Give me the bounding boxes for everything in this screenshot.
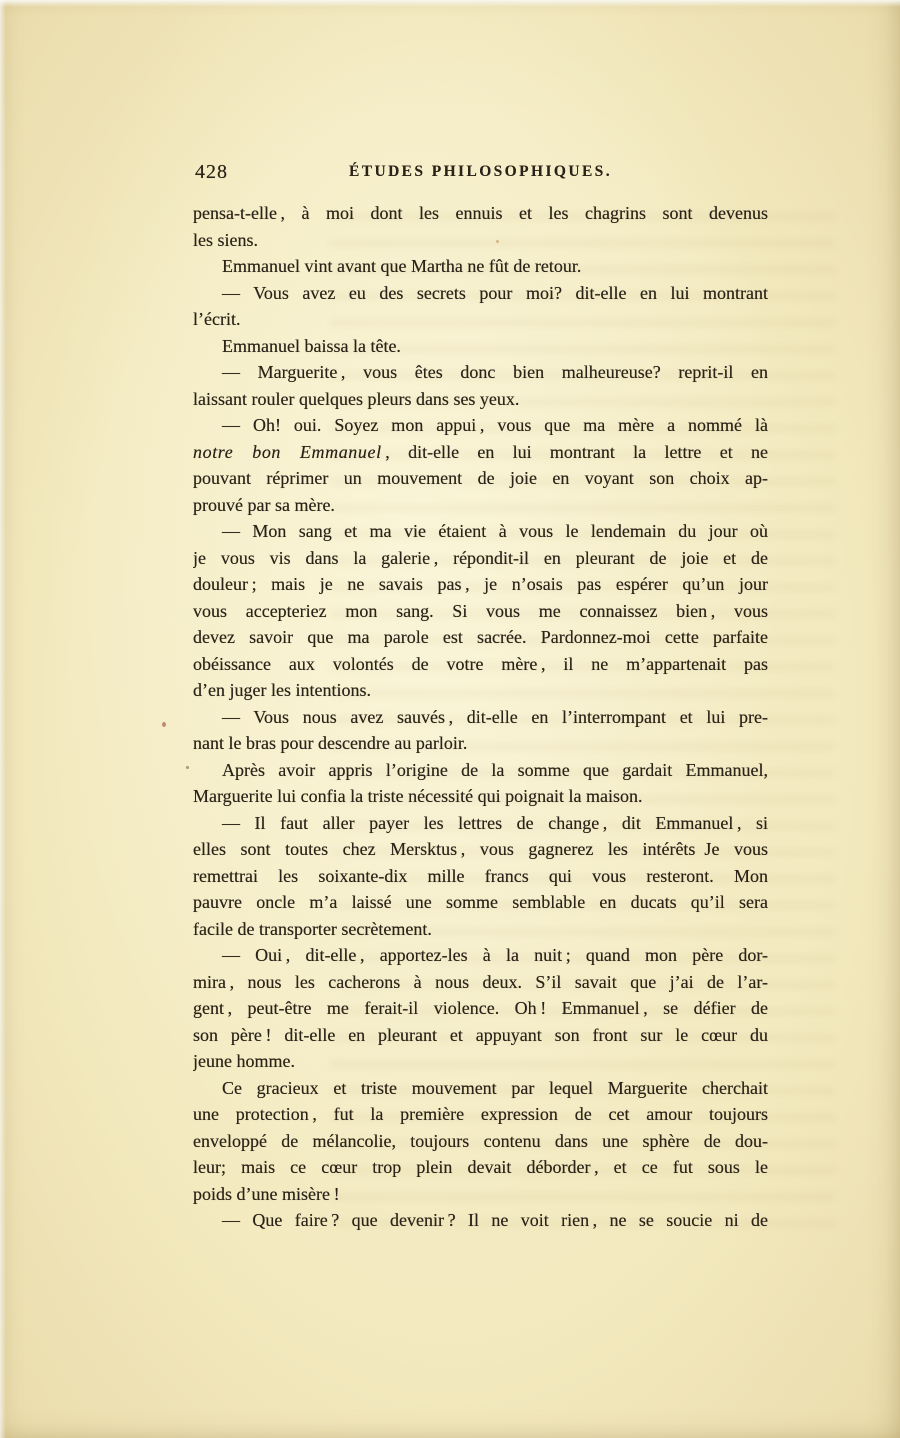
text-line	[193, 704, 768, 731]
line-text: je vous vis dans la galerie , répondit-il en pleurant de joie et de	[193, 547, 768, 568]
text-line	[193, 386, 768, 413]
line-text: — Que faire ? que devenir ? Il ne voit rien , ne se soucie ni de	[222, 1210, 768, 1230]
line-text: Emmanuel vint avant que Martha ne fût de retour.	[222, 256, 582, 276]
text-line	[193, 730, 768, 757]
line-text: poids d’une misère !	[193, 1183, 340, 1204]
text-line	[193, 359, 768, 386]
line-text: les siens.	[193, 229, 258, 250]
line-text: Ce gracieux et triste mouvement par lequel Marguerite cherchait	[222, 1077, 768, 1098]
text-line	[193, 1128, 768, 1155]
text-line	[193, 1101, 768, 1128]
text-line	[193, 412, 768, 439]
line-text: son père ! dit-elle en pleurant et appuyant son front sur le cœur du	[193, 1024, 768, 1045]
text-line	[193, 1207, 768, 1234]
text-line	[193, 836, 768, 863]
line-text: Après avoir appris l’origine de la somme que gardait Emmanuel,	[222, 759, 768, 780]
text-line	[193, 306, 768, 333]
text-line	[193, 995, 768, 1022]
line-text: Emmanuel baissa la tête.	[222, 335, 401, 356]
text-line	[193, 624, 768, 651]
line-text: pauvre oncle m’a laissé une somme semblable en ducats qu’il sera	[193, 892, 768, 912]
line-text: l’écrit.	[193, 309, 241, 329]
line-text: jeune homme.	[193, 1051, 295, 1071]
text-line	[193, 677, 768, 704]
line-text: remettrai les soixante-dix mille francs qui vous resteront. Mon	[193, 865, 768, 886]
text-line	[193, 571, 768, 598]
line-text: — Vous avez eu des secrets pour moi? dit-elle en lui montrant	[222, 282, 768, 303]
line-text: Marguerite lui confia la triste nécessité qui poignait la maison.	[193, 786, 643, 806]
line-text: mira , nous les cacherons à nous deux. S’il savait que j’ai de l’ar-	[193, 971, 768, 992]
text-line	[193, 253, 768, 280]
text-line	[193, 651, 768, 678]
line-text: d’en juger les intentions.	[193, 680, 371, 700]
line-text: enveloppé de mélancolie, toujours contenu dans une sphère de dou-	[193, 1130, 768, 1151]
page-number: 428	[195, 161, 228, 183]
running-title: ÉTUDES PHILOSOPHIQUES.	[349, 163, 612, 180]
italic-phrase: notre bon Emmanuel	[193, 441, 382, 462]
text-line	[193, 783, 768, 810]
text-line	[193, 969, 768, 996]
line-text: — Oui , dit-elle , apportez-les à la nuit ; quand mon père dor-	[222, 945, 768, 965]
line-text: — Marguerite , vous êtes donc bien malheureuse? reprit-il en	[222, 362, 768, 382]
text-line	[193, 942, 768, 969]
line-text: facile de transporter secrètement.	[193, 918, 432, 939]
text-line	[193, 1048, 768, 1075]
line-text: — Vous nous avez sauvés , dit-elle en l’interrompant et lui pre-	[222, 706, 768, 727]
text-line	[193, 465, 768, 492]
text-line	[193, 757, 768, 784]
line-text: une protection , fut la première expression de cet amour toujours	[193, 1104, 768, 1124]
line-text: leur; mais ce cœur trop plein devait déborder , et ce fut sous le	[193, 1157, 768, 1177]
text-line	[193, 889, 768, 916]
text-line	[193, 492, 768, 519]
text-line	[193, 439, 768, 466]
text-line	[193, 863, 768, 890]
text-line	[193, 598, 768, 625]
text-line	[193, 200, 768, 227]
line-text: — Il faut aller payer les lettres de change , dit Emmanuel , si	[222, 812, 768, 833]
text-line	[193, 1075, 768, 1102]
line-text: pensa-t-elle , à moi dont les ennuis et les chagrins sont devenus	[193, 203, 768, 223]
text-line	[193, 545, 768, 572]
text-line	[193, 518, 768, 545]
line-text: — Oh! oui. Soyez mon appui , vous que ma mère a nommé là	[222, 415, 768, 435]
line-text: douleur ; mais je ne savais pas , je n’osais pas espérer qu’un jour	[193, 574, 768, 594]
line-text: vous accepteriez mon sang. Si vous me connaissez bien , vous	[193, 600, 768, 621]
line-text: — Mon sang et ma vie étaient à vous le lendemain du jour où	[222, 521, 768, 541]
line-text: pouvant réprimer un mouvement de joie en voyant son choix ap-	[193, 468, 768, 488]
line-text: nant le bras pour descendre au parloir.	[193, 733, 468, 753]
text-line	[193, 1154, 768, 1181]
text-block	[193, 200, 768, 1234]
text-line	[193, 1181, 768, 1208]
line-text: elles sont toutes chez Mersktus , vous gagnerez les intérêts Je vous	[193, 839, 768, 859]
text-line	[193, 916, 768, 943]
line-text: obéissance aux volontés de votre mère , il ne m’appartenait pas	[193, 653, 768, 674]
text-line	[193, 1022, 768, 1049]
line-text: gent , peut-être me ferait-il violence. Oh ! Emmanuel , se défier de	[193, 998, 768, 1018]
text-line	[193, 280, 768, 307]
line-text: devez savoir que ma parole est sacrée. Pardonnez-moi cette parfaite	[193, 627, 768, 647]
page-header	[193, 161, 768, 185]
line-text: , dit-elle en lui montrant la lettre et ne	[381, 441, 768, 462]
text-line	[193, 227, 768, 254]
text-line	[193, 333, 768, 360]
line-text: prouvé par sa mère.	[193, 494, 335, 515]
line-text: laissant rouler quelques pleurs dans ses yeux.	[193, 388, 520, 409]
text-line	[193, 810, 768, 837]
